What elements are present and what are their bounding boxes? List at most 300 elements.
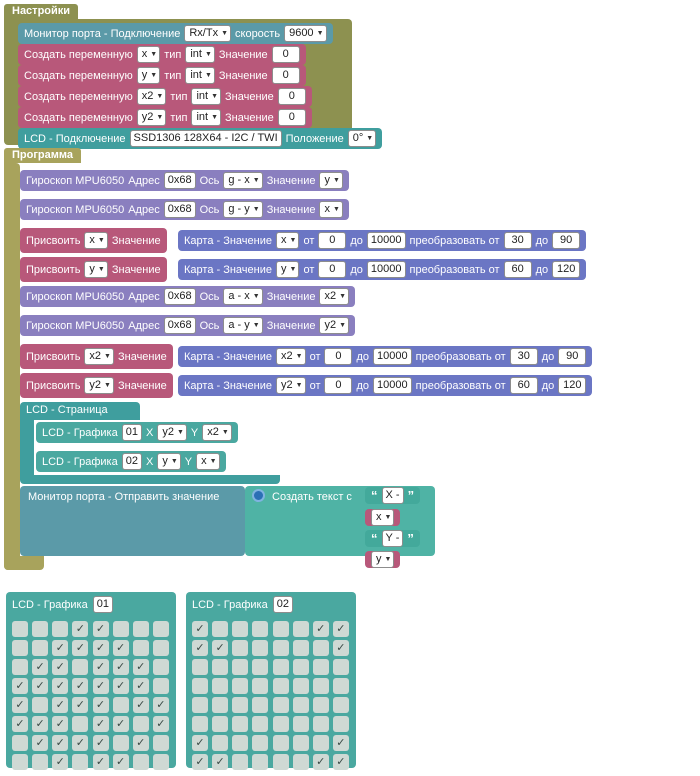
serial-send-label: Монитор порта - Отправить значение xyxy=(28,491,220,503)
gfx-cell-3-2[interactable] xyxy=(232,678,248,694)
gfx-cell-7-6[interactable] xyxy=(313,754,329,770)
gfx-cell-7-5[interactable] xyxy=(113,754,129,770)
gfx-cell-4-1[interactable] xyxy=(212,697,228,713)
lcd-gfx-x-label: X xyxy=(145,426,154,439)
gfx-cell-3-3[interactable] xyxy=(72,678,88,694)
chevron-down-icon: ▼ xyxy=(252,322,260,329)
gfx-cell-4-5[interactable] xyxy=(293,697,309,713)
gyro-addr-label: Адрес xyxy=(128,174,160,187)
gyro-label: Гироскоп MPU6050 xyxy=(26,319,125,332)
serial-connect-label: Монитор порта - Подключение xyxy=(24,27,181,40)
gfx-cell-0-4[interactable] xyxy=(93,621,109,637)
section-tab-settings[interactable]: Настройки xyxy=(4,4,78,19)
assign-label: Присвоить xyxy=(26,263,81,276)
lcd-driver-field[interactable]: SSD1306 128X64 - I2C / TWI xyxy=(130,130,282,147)
gfx-cell-6-0[interactable] xyxy=(12,735,28,751)
gfx-cell-0-6[interactable] xyxy=(133,621,149,637)
chevron-down-icon: ▼ xyxy=(156,93,164,100)
block-lcd-graphics-01[interactable] xyxy=(36,422,238,443)
map-conv-to-input[interactable]: 120 xyxy=(552,261,580,278)
map-conv-to-input[interactable]: 90 xyxy=(552,232,580,249)
var-type-dropdown-x[interactable]: int ▼ xyxy=(185,46,215,63)
gfx-cell-0-3[interactable] xyxy=(252,621,268,637)
gyro-axis-dropdown[interactable]: g - x ▼ xyxy=(223,172,262,189)
section-program-foot xyxy=(4,556,44,570)
block-create-variable-x[interactable] xyxy=(18,44,306,65)
map-to-input[interactable]: 10000 xyxy=(367,261,406,278)
gfx-cell-6-4[interactable] xyxy=(93,735,109,751)
block-assign-y[interactable] xyxy=(20,257,167,282)
gfx-cell-3-4[interactable] xyxy=(273,678,289,694)
gfx-cell-7-1[interactable] xyxy=(32,754,48,770)
gfx-cell-3-7[interactable] xyxy=(333,678,349,694)
gfx-cell-6-6[interactable] xyxy=(133,735,149,751)
gyro-target-var-dropdown[interactable]: x ▼ xyxy=(319,201,342,218)
lcd-gfx-y-dropdown[interactable]: x ▼ xyxy=(196,453,219,470)
gfx-cell-2-7[interactable] xyxy=(153,659,169,675)
gyro-label: Гироскоп MPU6050 xyxy=(26,290,125,303)
gyro-addr-field[interactable]: 0x68 xyxy=(164,288,196,305)
gfx-cell-2-1[interactable] xyxy=(32,659,48,675)
gfx-cell-0-0[interactable] xyxy=(192,621,208,637)
gfx-cell-7-6[interactable] xyxy=(133,754,149,770)
gyro-value-label: Значение xyxy=(266,319,316,332)
map-conv-to-label: до xyxy=(535,263,549,276)
gfx-cell-1-0[interactable] xyxy=(12,640,28,656)
assign-target-dropdown-y[interactable]: y ▼ xyxy=(84,261,107,278)
gfx-cell-1-1[interactable] xyxy=(32,640,48,656)
gfx-cell-6-7[interactable] xyxy=(153,735,169,751)
lcd-gfx-x-dropdown[interactable]: y2 ▼ xyxy=(157,424,187,441)
gfx-cell-7-7[interactable] xyxy=(153,754,169,770)
gfx-cell-5-1[interactable] xyxy=(212,716,228,732)
chevron-down-icon: ▼ xyxy=(384,556,392,563)
serial-speed-label: скорость xyxy=(235,27,281,40)
map-conv-from-input[interactable]: 30 xyxy=(504,232,532,249)
gfx-cell-0-5[interactable] xyxy=(113,621,129,637)
gfx-cell-2-3[interactable] xyxy=(252,659,268,675)
gyro-target-var-dropdown[interactable]: y2 ▼ xyxy=(319,317,349,334)
gfx-cell-3-6[interactable] xyxy=(313,678,329,694)
gfx-cell-4-0[interactable] xyxy=(192,697,208,713)
block-assign-x2[interactable] xyxy=(20,344,173,369)
gfx-cell-2-1[interactable] xyxy=(212,659,228,675)
gfx-cell-4-5[interactable] xyxy=(113,697,129,713)
gfx-cell-6-0[interactable] xyxy=(192,735,208,751)
assign-target-dropdown-y2[interactable]: y2 ▼ xyxy=(84,377,114,394)
create-text-label: Создать текст с xyxy=(272,491,352,503)
gfx-pixel-grid[interactable] xyxy=(186,615,356,776)
gfx-cell-4-6[interactable] xyxy=(133,697,149,713)
var-name-dropdown-x2[interactable]: x2 ▼ xyxy=(137,88,167,105)
map-from-input[interactable]: 0 xyxy=(318,232,346,249)
chevron-down-icon: ▼ xyxy=(295,353,303,360)
gfx-cell-3-5[interactable] xyxy=(113,678,129,694)
chevron-down-icon: ▼ xyxy=(252,293,260,300)
var-value-input-y2[interactable]: 0 xyxy=(278,109,306,126)
gfx-cell-1-7[interactable] xyxy=(153,640,169,656)
chevron-down-icon: ▼ xyxy=(104,382,111,389)
create-var-label: Создать переменную xyxy=(24,90,133,103)
gfx-cell-6-1[interactable] xyxy=(212,735,228,751)
gyro-label: Гироскоп MPU6050 xyxy=(26,174,125,187)
lcd-page-foot xyxy=(20,475,280,484)
block-map-x2[interactable] xyxy=(178,346,592,367)
chevron-down-icon: ▼ xyxy=(332,206,340,213)
block-create-variable-y[interactable] xyxy=(18,65,306,86)
gfx-cell-4-3[interactable] xyxy=(72,697,88,713)
lcd-gfx-y-dropdown[interactable]: x2 ▼ xyxy=(202,424,232,441)
section-body-program xyxy=(4,163,20,570)
map-label: Карта - Значение xyxy=(184,379,272,392)
gfx-cell-1-4[interactable] xyxy=(273,640,289,656)
gfx-cell-0-7[interactable] xyxy=(153,621,169,637)
gfx-cell-6-5[interactable] xyxy=(113,735,129,751)
gfx-cell-7-3[interactable] xyxy=(252,754,268,770)
serial-speed-dropdown[interactable]: 9600 ▼ xyxy=(284,25,326,42)
block-assign-y2[interactable] xyxy=(20,373,173,398)
text-var-y[interactable] xyxy=(365,551,400,568)
block-lcd-graphics-02[interactable] xyxy=(36,451,226,472)
gfx-cell-1-2[interactable] xyxy=(232,640,248,656)
map-from-label: от xyxy=(303,234,315,247)
var-type-dropdown-x2[interactable]: int ▼ xyxy=(191,88,221,105)
map-from-label: от xyxy=(309,350,321,363)
gfx-cell-5-2[interactable] xyxy=(52,716,68,732)
gfx-panel-id[interactable]: 01 xyxy=(93,596,113,613)
gyro-axis-label: Ось xyxy=(199,290,220,303)
gfx-cell-1-3[interactable] xyxy=(72,640,88,656)
gyro-addr-label: Адрес xyxy=(128,319,160,332)
gfx-panel-01[interactable] xyxy=(6,592,176,768)
gfx-cell-5-5[interactable] xyxy=(293,716,309,732)
gfx-cell-1-2[interactable] xyxy=(52,640,68,656)
gyro-axis-dropdown[interactable]: a - y ▼ xyxy=(223,317,262,334)
map-from-input[interactable]: 0 xyxy=(318,261,346,278)
gfx-cell-7-0[interactable] xyxy=(12,754,28,770)
gfx-cell-1-4[interactable] xyxy=(93,640,109,656)
gyro-value-label: Значение xyxy=(266,290,316,303)
var-type-label: тип xyxy=(170,111,188,124)
gfx-cell-7-1[interactable] xyxy=(212,754,228,770)
gfx-cell-6-4[interactable] xyxy=(273,735,289,751)
var-dropdown-x[interactable]: x ▼ xyxy=(371,509,394,526)
gyro-axis-dropdown[interactable]: a - x ▼ xyxy=(223,288,262,305)
quote-close: ” xyxy=(407,488,415,503)
gfx-cell-3-6[interactable] xyxy=(133,678,149,694)
block-gyro-gy[interactable] xyxy=(20,199,349,220)
text-literal-input[interactable]: X - xyxy=(382,487,404,504)
chevron-down-icon: ▼ xyxy=(252,206,260,213)
gfx-pixel-grid[interactable] xyxy=(6,615,176,776)
quote-close: ” xyxy=(407,531,414,546)
map-to-label: до xyxy=(350,234,363,247)
gfx-cell-5-4[interactable] xyxy=(93,716,109,732)
var-value-input-x[interactable]: 0 xyxy=(272,46,300,63)
map-from-input[interactable]: 0 xyxy=(324,348,352,365)
map-source-dropdown[interactable]: x ▼ xyxy=(276,232,299,249)
gear-icon[interactable] xyxy=(252,489,268,505)
gfx-cell-3-1[interactable] xyxy=(32,678,48,694)
gfx-cell-5-0[interactable] xyxy=(192,716,208,732)
gfx-cell-6-2[interactable] xyxy=(232,735,248,751)
gfx-cell-2-6[interactable] xyxy=(133,659,149,675)
var-type-dropdown-y2[interactable]: int ▼ xyxy=(191,109,221,126)
var-value-input-y[interactable]: 0 xyxy=(272,67,300,84)
lcd-gfx-x-label: X xyxy=(145,455,154,468)
gfx-cell-2-2[interactable] xyxy=(52,659,68,675)
gfx-cell-4-7[interactable] xyxy=(333,697,349,713)
var-type-label: тип xyxy=(170,90,188,103)
gfx-cell-7-2[interactable] xyxy=(52,754,68,770)
chevron-down-icon: ▼ xyxy=(221,30,229,37)
map-from-input[interactable]: 0 xyxy=(324,377,352,394)
gfx-cell-6-3[interactable] xyxy=(252,735,268,751)
lcd-gfx-label: LCD - Графика xyxy=(42,426,118,439)
gfx-cell-2-0[interactable] xyxy=(192,659,208,675)
gfx-cell-0-5[interactable] xyxy=(293,621,309,637)
gfx-cell-6-1[interactable] xyxy=(32,735,48,751)
map-convert-label: преобразовать от xyxy=(415,379,506,392)
gyro-value-label: Значение xyxy=(266,174,316,187)
gfx-cell-5-1[interactable] xyxy=(32,716,48,732)
lcd-gfx-y-label: Y xyxy=(190,426,199,439)
gfx-cell-2-2[interactable] xyxy=(232,659,248,675)
chevron-down-icon: ▼ xyxy=(170,458,178,465)
assign-target-dropdown-x2[interactable]: x2 ▼ xyxy=(84,348,114,365)
gfx-cell-0-7[interactable] xyxy=(333,621,349,637)
map-to-label: до xyxy=(356,350,370,363)
gfx-cell-2-7[interactable] xyxy=(333,659,349,675)
var-value-input-x2[interactable]: 0 xyxy=(278,88,306,105)
gfx-cell-6-2[interactable] xyxy=(52,735,68,751)
gyro-addr-field[interactable]: 0x68 xyxy=(164,172,196,189)
gfx-cell-7-4[interactable] xyxy=(93,754,109,770)
block-create-variable-x2[interactable] xyxy=(18,86,312,107)
gfx-cell-5-0[interactable] xyxy=(12,716,28,732)
gfx-panel-header xyxy=(186,592,356,615)
gfx-cell-1-1[interactable] xyxy=(212,640,228,656)
text-var-x[interactable] xyxy=(365,509,400,526)
gfx-cell-1-5[interactable] xyxy=(113,640,129,656)
gfx-panel-label: LCD - Графика xyxy=(192,598,268,611)
gfx-cell-2-5[interactable] xyxy=(293,659,309,675)
gfx-cell-6-7[interactable] xyxy=(333,735,349,751)
gfx-cell-5-6[interactable] xyxy=(313,716,329,732)
gfx-cell-2-4[interactable] xyxy=(93,659,109,675)
gfx-cell-5-3[interactable] xyxy=(72,716,88,732)
gfx-cell-4-4[interactable] xyxy=(273,697,289,713)
lcd-position-dropdown[interactable]: 0° ▼ xyxy=(348,130,376,147)
gfx-cell-6-5[interactable] xyxy=(293,735,309,751)
gfx-cell-2-4[interactable] xyxy=(273,659,289,675)
map-source-dropdown[interactable]: y ▼ xyxy=(276,261,299,278)
gfx-cell-7-0[interactable] xyxy=(192,754,208,770)
gfx-panel-id[interactable]: 02 xyxy=(273,596,293,613)
map-to-input[interactable]: 10000 xyxy=(367,232,406,249)
lcd-gfx-id-field[interactable]: 01 xyxy=(122,424,142,441)
var-dropdown-y[interactable]: y ▼ xyxy=(371,551,394,568)
text-literal-y[interactable] xyxy=(365,530,420,547)
gfx-cell-3-4[interactable] xyxy=(93,678,109,694)
text-literal-x[interactable] xyxy=(365,487,420,504)
gfx-cell-4-2[interactable] xyxy=(232,697,248,713)
gfx-cell-4-1[interactable] xyxy=(32,697,48,713)
block-gyro-ay[interactable] xyxy=(20,315,355,336)
chevron-down-icon: ▼ xyxy=(339,322,347,329)
block-map-y[interactable] xyxy=(178,259,586,280)
map-label: Карта - Значение xyxy=(184,234,272,247)
lcd-gfx-x-dropdown[interactable]: y ▼ xyxy=(157,453,180,470)
gfx-cell-0-2[interactable] xyxy=(52,621,68,637)
chevron-down-icon: ▼ xyxy=(221,429,229,436)
gfx-cell-2-3[interactable] xyxy=(72,659,88,675)
gfx-cell-4-7[interactable] xyxy=(153,697,169,713)
gfx-cell-7-2[interactable] xyxy=(232,754,248,770)
var-type-dropdown-y[interactable]: int ▼ xyxy=(185,67,215,84)
section-tab-program[interactable]: Программа xyxy=(4,148,81,163)
map-convert-label: преобразовать от xyxy=(409,234,500,247)
gfx-cell-3-0[interactable] xyxy=(12,678,28,694)
quote-open: “ xyxy=(371,488,378,503)
map-from-label: от xyxy=(309,379,321,392)
gfx-cell-1-3[interactable] xyxy=(252,640,268,656)
gfx-cell-0-2[interactable] xyxy=(232,621,248,637)
gfx-cell-7-4[interactable] xyxy=(273,754,289,770)
block-lcd-connect[interactable] xyxy=(18,128,382,149)
gfx-cell-5-6[interactable] xyxy=(133,716,149,732)
gfx-cell-6-3[interactable] xyxy=(72,735,88,751)
map-conv-from-input[interactable]: 30 xyxy=(510,348,538,365)
gyro-axis-dropdown[interactable]: g - y ▼ xyxy=(223,201,262,218)
gfx-cell-7-7[interactable] xyxy=(333,754,349,770)
chevron-down-icon: ▼ xyxy=(332,177,340,184)
gfx-cell-0-6[interactable] xyxy=(313,621,329,637)
gyro-axis-label: Ось xyxy=(199,319,220,332)
gfx-cell-5-5[interactable] xyxy=(113,716,129,732)
map-conv-to-label: до xyxy=(535,234,549,247)
gfx-cell-1-6[interactable] xyxy=(133,640,149,656)
chevron-down-icon: ▼ xyxy=(384,514,392,521)
gfx-panel-02[interactable] xyxy=(186,592,356,768)
gfx-cell-4-6[interactable] xyxy=(313,697,329,713)
map-conv-to-input[interactable]: 120 xyxy=(558,377,586,394)
map-from-label: от xyxy=(303,263,315,276)
chevron-down-icon: ▼ xyxy=(339,293,347,300)
gfx-cell-3-0[interactable] xyxy=(192,678,208,694)
gfx-cell-6-6[interactable] xyxy=(313,735,329,751)
gfx-panel-header xyxy=(6,592,176,615)
block-assign-x[interactable] xyxy=(20,228,167,253)
gyro-axis-label: Ось xyxy=(199,203,220,216)
lcd-gfx-label: LCD - Графика xyxy=(42,455,118,468)
gfx-cell-1-6[interactable] xyxy=(313,640,329,656)
gfx-cell-2-0[interactable] xyxy=(12,659,28,675)
var-type-label: тип xyxy=(164,69,182,82)
assign-label: Присвоить xyxy=(26,350,81,363)
gfx-cell-0-1[interactable] xyxy=(212,621,228,637)
gyro-target-var-dropdown[interactable]: x2 ▼ xyxy=(319,288,349,305)
gfx-cell-5-4[interactable] xyxy=(273,716,289,732)
map-to-input[interactable]: 10000 xyxy=(373,348,412,365)
block-gyro-ax[interactable] xyxy=(20,286,355,307)
chevron-down-icon: ▼ xyxy=(316,30,324,37)
text-literal-input[interactable]: Y - xyxy=(382,530,404,547)
gfx-cell-3-2[interactable] xyxy=(52,678,68,694)
map-source-dropdown[interactable]: x2 ▼ xyxy=(276,348,306,365)
gyro-target-var-dropdown[interactable]: y ▼ xyxy=(319,172,342,189)
gfx-cell-5-7[interactable] xyxy=(333,716,349,732)
gfx-cell-7-5[interactable] xyxy=(293,754,309,770)
map-convert-label: преобразовать от xyxy=(409,263,500,276)
lcd-page-body xyxy=(20,420,34,480)
map-conv-from-input[interactable]: 60 xyxy=(504,261,532,278)
var-value-label: Значение xyxy=(225,111,274,124)
gfx-cell-5-7[interactable] xyxy=(153,716,169,732)
gfx-cell-0-0[interactable] xyxy=(12,621,28,637)
gfx-cell-3-7[interactable] xyxy=(153,678,169,694)
map-label: Карта - Значение xyxy=(184,263,272,276)
gfx-cell-1-7[interactable] xyxy=(333,640,349,656)
lcd-position-label: Положение xyxy=(285,132,344,145)
create-var-label: Создать переменную xyxy=(24,48,133,61)
map-conv-to-label: до xyxy=(541,350,555,363)
chevron-down-icon: ▼ xyxy=(204,72,212,79)
lcd-gfx-id-field[interactable]: 02 xyxy=(122,453,142,470)
gfx-cell-3-5[interactable] xyxy=(293,678,309,694)
var-name-dropdown-y[interactable]: y ▼ xyxy=(137,67,160,84)
var-name-dropdown-y2[interactable]: y2 ▼ xyxy=(137,109,167,126)
gfx-cell-3-1[interactable] xyxy=(212,678,228,694)
gfx-cell-3-3[interactable] xyxy=(252,678,268,694)
gfx-cell-5-2[interactable] xyxy=(232,716,248,732)
assign-value-label: Значение xyxy=(117,379,167,392)
gyro-addr-field[interactable]: 0x68 xyxy=(164,317,196,334)
chevron-down-icon: ▼ xyxy=(104,353,111,360)
var-name-dropdown-x[interactable]: x ▼ xyxy=(137,46,160,63)
gfx-cell-1-5[interactable] xyxy=(293,640,309,656)
gfx-cell-4-2[interactable] xyxy=(52,697,68,713)
gfx-cell-0-1[interactable] xyxy=(32,621,48,637)
serial-mode-dropdown[interactable]: Rx/Tx ▼ xyxy=(184,25,231,42)
gfx-cell-7-3[interactable] xyxy=(72,754,88,770)
gfx-cell-0-4[interactable] xyxy=(273,621,289,637)
gfx-cell-1-0[interactable] xyxy=(192,640,208,656)
map-to-input[interactable]: 10000 xyxy=(373,377,412,394)
gfx-cell-0-3[interactable] xyxy=(72,621,88,637)
block-map-y2[interactable] xyxy=(178,375,592,396)
gfx-cell-5-3[interactable] xyxy=(252,716,268,732)
map-source-dropdown[interactable]: y2 ▼ xyxy=(276,377,306,394)
gfx-cell-4-0[interactable] xyxy=(12,697,28,713)
block-create-variable-y2[interactable] xyxy=(18,107,312,128)
block-map-x[interactable] xyxy=(178,230,586,251)
gfx-cell-2-5[interactable] xyxy=(113,659,129,675)
chevron-down-icon: ▼ xyxy=(150,72,158,79)
block-serial-connect[interactable] xyxy=(18,23,333,44)
gfx-panel-label: LCD - Графика xyxy=(12,598,88,611)
gfx-cell-2-6[interactable] xyxy=(313,659,329,675)
gyro-addr-field[interactable]: 0x68 xyxy=(164,201,196,218)
gfx-cell-4-3[interactable] xyxy=(252,697,268,713)
assign-label: Присвоить xyxy=(26,379,81,392)
chevron-down-icon: ▼ xyxy=(289,266,297,273)
map-conv-from-input[interactable]: 60 xyxy=(510,377,538,394)
map-conv-to-input[interactable]: 90 xyxy=(558,348,586,365)
gfx-cell-4-4[interactable] xyxy=(93,697,109,713)
block-gyro-gx[interactable] xyxy=(20,170,349,191)
assign-target-dropdown-x[interactable]: x ▼ xyxy=(84,232,107,249)
